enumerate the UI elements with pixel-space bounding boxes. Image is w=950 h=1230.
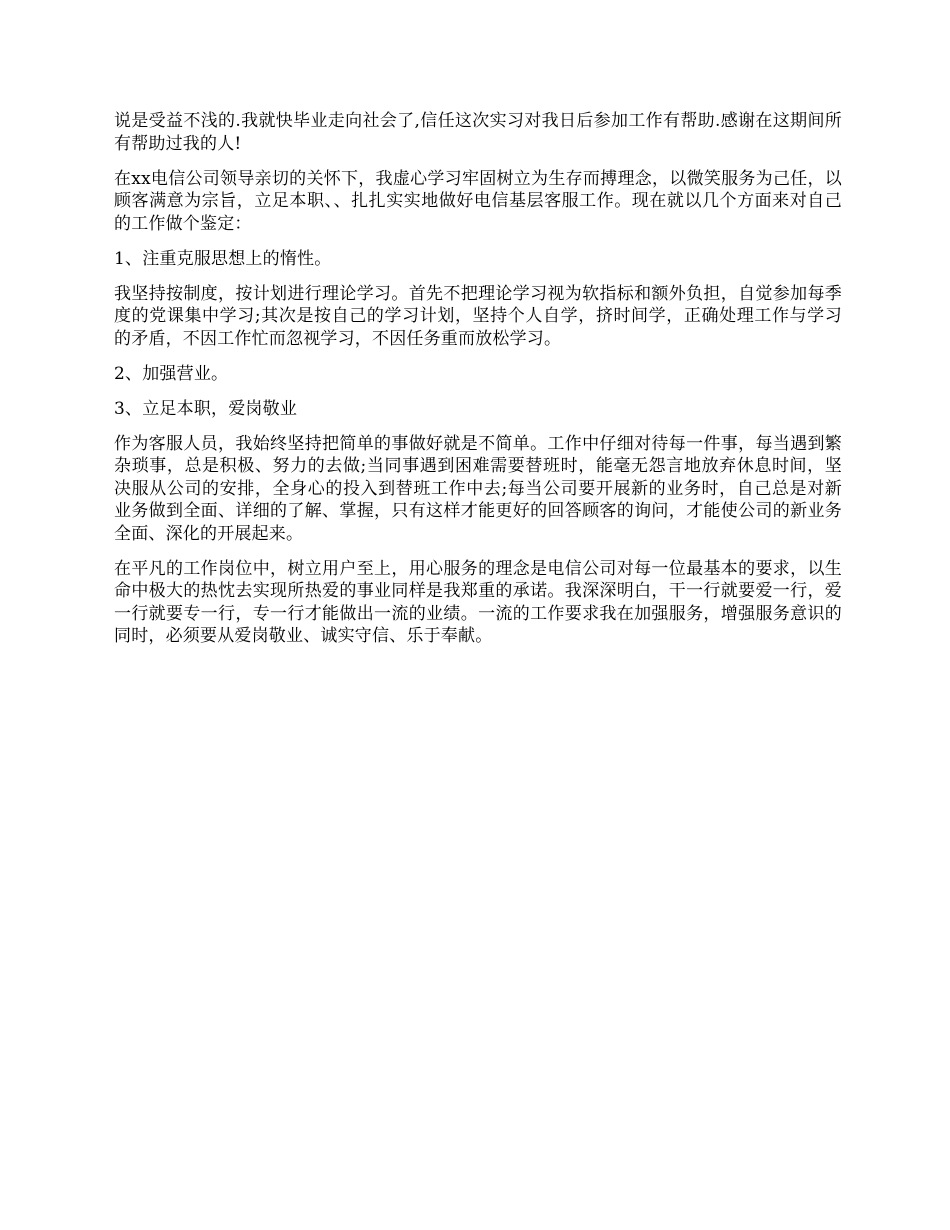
paragraph-gratitude: 说是受益不浅的.我就快毕业走向社会了,信任这次实习对我日后参加工作有帮助.感谢在这期间所有帮助过我的人! (114, 111, 842, 154)
paragraph-customer-service: 作为客服人员，我始终坚持把简单的事做好就是不简单。工作中仔细对待每一件事，每当遇到繁杂琐事，总是积极、努力的去做;当同事遇到困难需要替班时，能毫无怨言地放弃休息时间，坚决服从公司的安排，全身心的投入到替班工作中去;每当公司要开展新的业务时，自己总是对新业务做到全面、详细的了解、掌握，只有这样才能更好的回答顾客的询问，才能使公司的新业务全面、深化的开展起来。 (114, 433, 842, 544)
paragraph-introduction: 在xx电信公司领导亲切的关怀下，我虚心学习牢固树立为生存而搏理念，以微笑服务为己任，以顾客满意为宗旨，立足本职、、扎扎实实地做好电信基层客服工作。现在就以几个方面来对自己的工作做个鉴定： (114, 168, 842, 234)
paragraph-study: 我坚持按制度，按计划进行理论学习。首先不把理论学习视为软指标和额外负担，自觉参加每季度的党课集中学习;其次是按自己的学习计划，坚持个人自学，挤时间学，正确处理工作与学习的矛盾，不因工作忙而忽视学习，不因任务重而放松学习。 (114, 283, 842, 349)
section-heading-3: 3、立足本职，爱岗敬业 (114, 398, 298, 419)
paragraph-conclusion: 在平凡的工作岗位中，树立用户至上，用心服务的理念是电信公司对每一位最基本的要求，以生命中极大的热忱去实现所热爱的事业同样是我郑重的承诺。我深深明白，干一行就要爱一行，爱一行就要专一行，专一行才能做出一流的业绩。一流的工作要求我在加强服务，增强服务意识的同时，必须要从爱岗敬业、诚实守信、乐于奉献。 (114, 558, 842, 646)
document-body (114, 110, 842, 660)
section-heading-1: 1、注重克服思想上的惰性。 (114, 248, 332, 269)
section-heading-2: 2、加强营业。 (114, 363, 229, 384)
